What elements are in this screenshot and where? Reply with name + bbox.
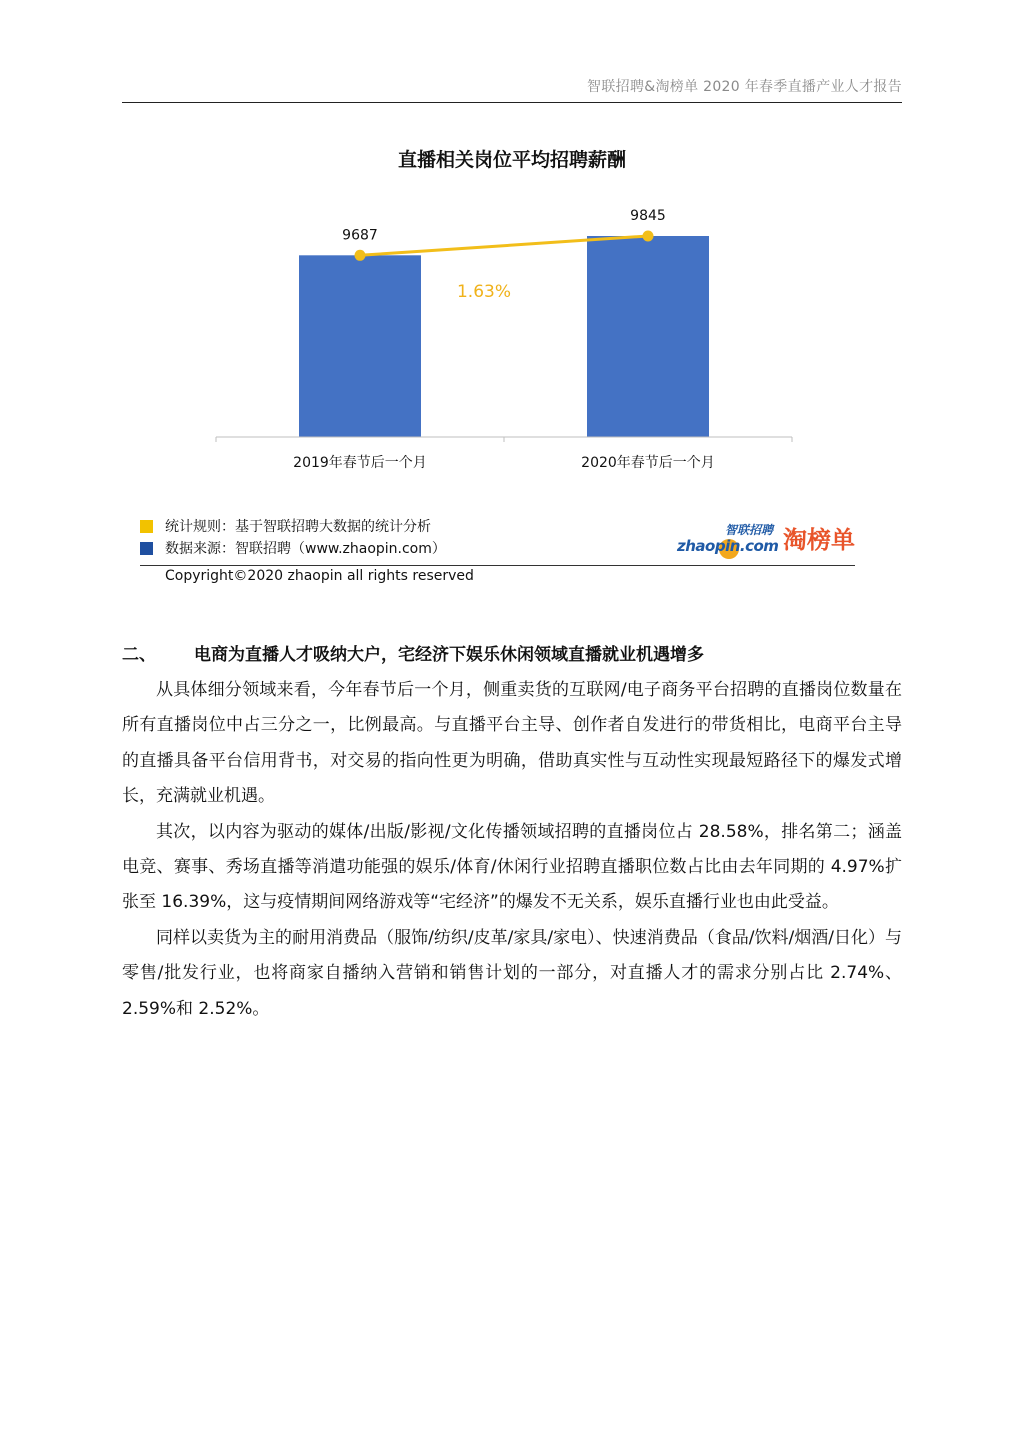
section-number: 二、 (122, 645, 156, 665)
x-tick-label: 2020年春节后一个月 (581, 455, 715, 471)
data-label: 9845 (630, 208, 666, 224)
chart-title: 直播相关岗位平均招聘薪酬 (397, 149, 626, 171)
legend-swatch-yellow (140, 520, 153, 533)
bar (299, 255, 421, 437)
growth-label: 1.63% (456, 282, 512, 302)
taobangdan-logo: 淘榜单 (783, 526, 855, 554)
paragraph: 从具体细分领域来看，今年春节后一个月，侧重卖货的互联网/电子商务平台招聘的直播岗位数量在所有直播岗位中占三分之一，比例最高。与直播平台主导、创作者自发进行的带货相比，电商平台主导的直播具备平台信用背书，对交易的指向性更为明确，借助真实性与互动性实现最短路径下的爆发式增长，充满就业机遇。 (122, 680, 902, 807)
copyright-notice: Copyright©2020 zhaopin all rights reserved (165, 568, 474, 584)
chart-legend (140, 515, 855, 566)
paragraph: 其次，以内容为驱动的媒体/出版/影视/文化传播领域招聘的直播岗位占 28.58%，排名第二；涵盖电竞、赛事、秀场直播等消遣功能强的娱乐/体育/休闲行业招聘直播职位数占比由去年同期的 4.97%扩张至 16.39%，这与疫情期间网络游戏等“宅经济”的爆发不无关系，娱乐直播行业也由此受益。 (122, 821, 902, 913)
header-title: 智联招聘&淘榜单 2020 年春季直播产业人才报告 (587, 79, 902, 95)
section-body (122, 673, 902, 1027)
line-point (355, 250, 366, 261)
paragraph: 同样以卖货为主的耐用消费品（服饰/纺织/皮革/家具/家电）、快速消费品（食品/饮料/烟酒/日化）与零售/批发行业，也将商家自播纳入营销和销售计划的一部分，对直播人才的需求分别占比 2.74%、2.59%和 2.52%。 (122, 927, 902, 1019)
legend-text-rule: 统计规则：基于智联招聘大数据的统计分析 (165, 519, 431, 535)
zhaopin-logo-cn: 智联招聘 (724, 523, 773, 537)
x-tick-label: 2019年春节后一个月 (293, 455, 427, 471)
brand-logos (677, 521, 855, 555)
legend-swatch-blue (140, 542, 153, 555)
zhaopin-logo (677, 521, 777, 555)
legend-text-source: 数据来源：智联招聘（www.zhaopin.com） (165, 541, 446, 557)
section-heading-text: 电商为直播人才吸纳大户，宅经济下娱乐休闲领域直播就业机遇增多 (194, 645, 704, 665)
line-point (643, 231, 654, 242)
salary-chart (0, 0, 1024, 510)
section-heading (122, 640, 704, 665)
bar (587, 236, 709, 437)
zhaopin-logo-en: zhaopin.com (677, 537, 779, 555)
data-label: 9687 (342, 227, 378, 244)
